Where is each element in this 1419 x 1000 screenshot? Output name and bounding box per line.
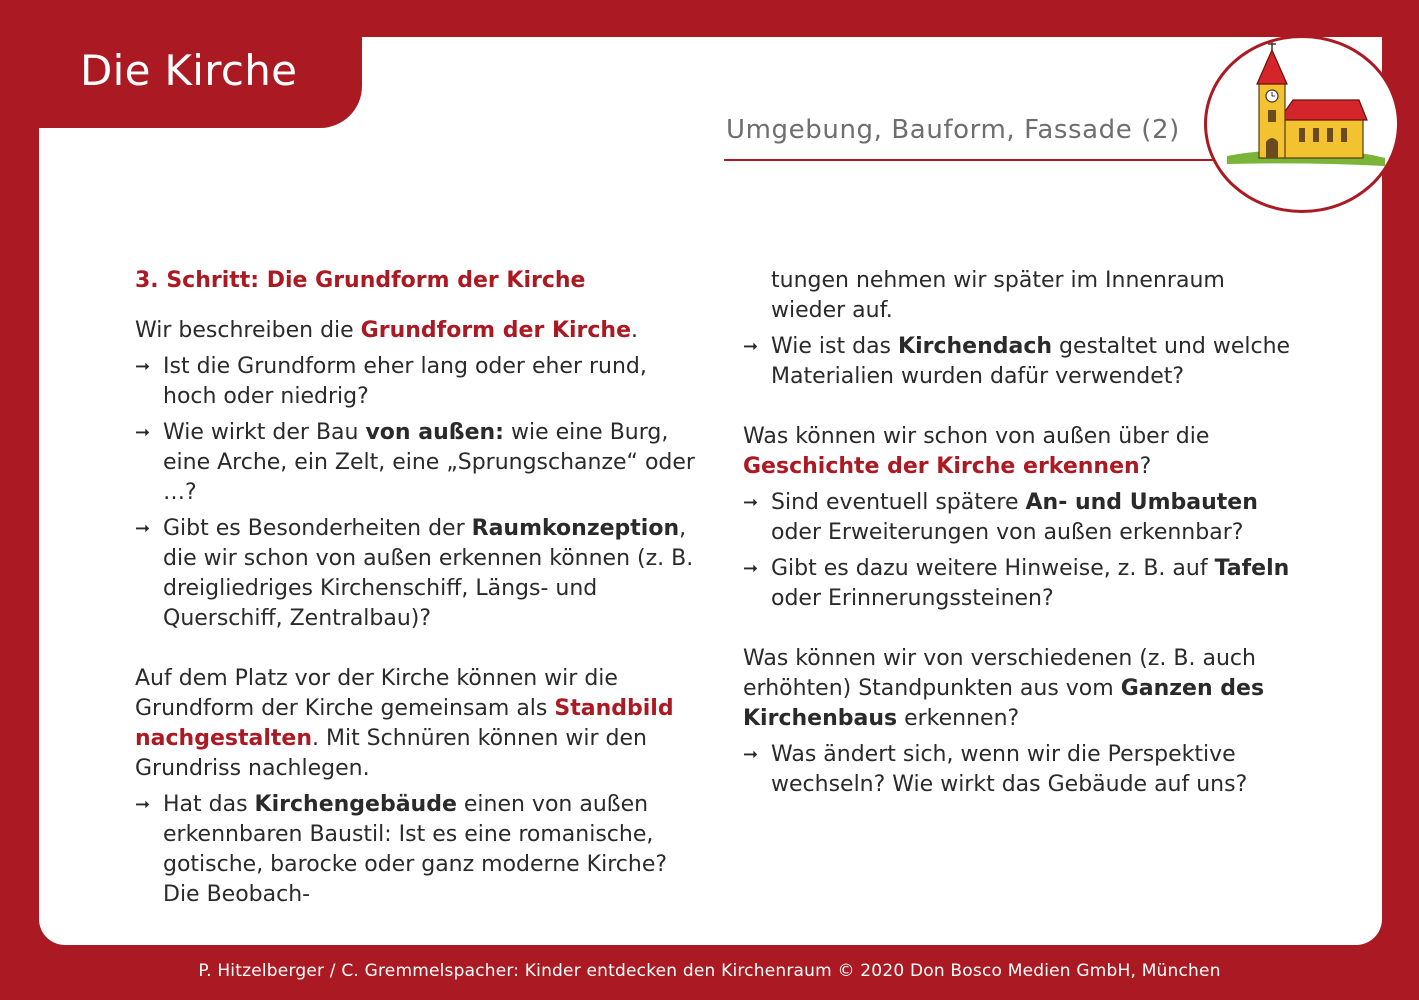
text: . (631, 318, 639, 343)
subtitle-divider (724, 159, 1220, 161)
text: ? (1139, 454, 1152, 479)
bold-text: Kirchengebäude (254, 792, 457, 817)
text: Was können wir schon von außen über die (743, 424, 1210, 449)
arrow-right-icon: ➞ (135, 356, 151, 377)
text: Was können wir von verschiedenen (z. B. auch erhöhten) Standpunkten aus vom (743, 646, 1256, 701)
arrow-right-icon: ➞ (743, 336, 759, 357)
list-item (743, 740, 1303, 800)
continuation-text: tungen nehmen wir später im Innenraum wieder auf. (771, 268, 1225, 323)
text: gestaltet und welche Materialien wurden dafür verwendet? (771, 334, 1291, 389)
text: Hat das (163, 792, 255, 817)
bold-text: An- und Umbauten (1025, 490, 1258, 515)
left-column (135, 266, 695, 910)
text: Gibt es dazu weitere Hinweise, z. B. auf (771, 556, 1215, 581)
text: Wie ist das (771, 334, 899, 359)
church-illustration-icon (1207, 38, 1397, 210)
bold-text: Raumkonzeption (471, 516, 680, 541)
arrow-right-icon: ➞ (743, 558, 759, 579)
bold-text: Ganzen des Kirchenbaus (743, 676, 1265, 731)
text: Ist die Grundform eher lang oder eher rund, hoch oder niedrig? (163, 354, 647, 409)
arrow-right-icon: ➞ (743, 744, 759, 765)
list-item (135, 418, 695, 508)
text: Auf dem Platz vor der Kirche können wir die Grundform der Kirche gemeinsam als (135, 666, 618, 721)
text: Wie wirkt der Bau (163, 420, 366, 445)
paragraph (743, 644, 1303, 734)
arrow-right-icon: ➞ (135, 518, 151, 539)
text: . Mit Schnüren können wir den Grundriss nachlegen. (135, 726, 647, 781)
intro-paragraph (135, 316, 695, 346)
highlight: Geschichte der Kirche erkennen (743, 454, 1140, 479)
text: Sind eventuell spätere (771, 490, 1026, 515)
list-item (135, 514, 695, 634)
church-emblem (1204, 35, 1400, 213)
list-item (743, 554, 1303, 614)
arrow-right-icon: ➞ (135, 422, 151, 443)
arrow-right-icon: ➞ (135, 794, 151, 815)
text: oder Erinnerungssteinen? (771, 586, 1054, 611)
step-heading: 3. Schritt: Die Grundform der Kirche (135, 268, 586, 293)
text: oder Erweiterungen von außen erkennbar? (771, 520, 1244, 545)
page-title: Die Kirche (80, 46, 298, 95)
text: Was ändert sich, wenn wir die Perspektive wechseln? Wie wirkt das Gebäude auf uns? (771, 742, 1248, 797)
text: Gibt es Besonderheiten der (163, 516, 472, 541)
highlight: Grundform der Kirche (360, 318, 632, 343)
highlight: Standbild nachgestalten (135, 696, 674, 751)
list-item (135, 790, 695, 910)
text: , die wir schon von außen erkennen können (z. B. dreigliedriges Kirchenschiff, Längs- und Querschiff, Zentralbau)? (163, 516, 694, 631)
list-item (743, 332, 1303, 392)
list-item (743, 488, 1303, 548)
right-column (743, 266, 1303, 800)
text: einen von außen erkennbaren Baustil: Ist es eine romanische, gotische, barocke oder ganz moderne Kirche? Die Beobach- (163, 792, 668, 907)
page-subtitle: Umgebung, Bauform, Fassade (2) (726, 115, 1180, 145)
text: wie eine Burg, eine Arche, ein Zelt, eine „Sprungschanze“ oder …? (163, 420, 695, 505)
text: Wir beschreiben die (135, 318, 361, 343)
text: erkennen? (897, 706, 1020, 731)
paragraph (743, 422, 1303, 482)
bold-text: Kirchendach (898, 334, 1053, 359)
list-item (135, 352, 695, 412)
bold-text: Tafeln (1214, 556, 1290, 581)
paragraph (135, 664, 695, 784)
footer-credit: P. Hitzelberger / C. Gremmelspacher: Kinder entdecken den Kirchenraum © 2020 Don Bosco Medien GmbH, München (198, 961, 1221, 981)
arrow-right-icon: ➞ (743, 492, 759, 513)
bold-text: von außen: (365, 420, 504, 445)
